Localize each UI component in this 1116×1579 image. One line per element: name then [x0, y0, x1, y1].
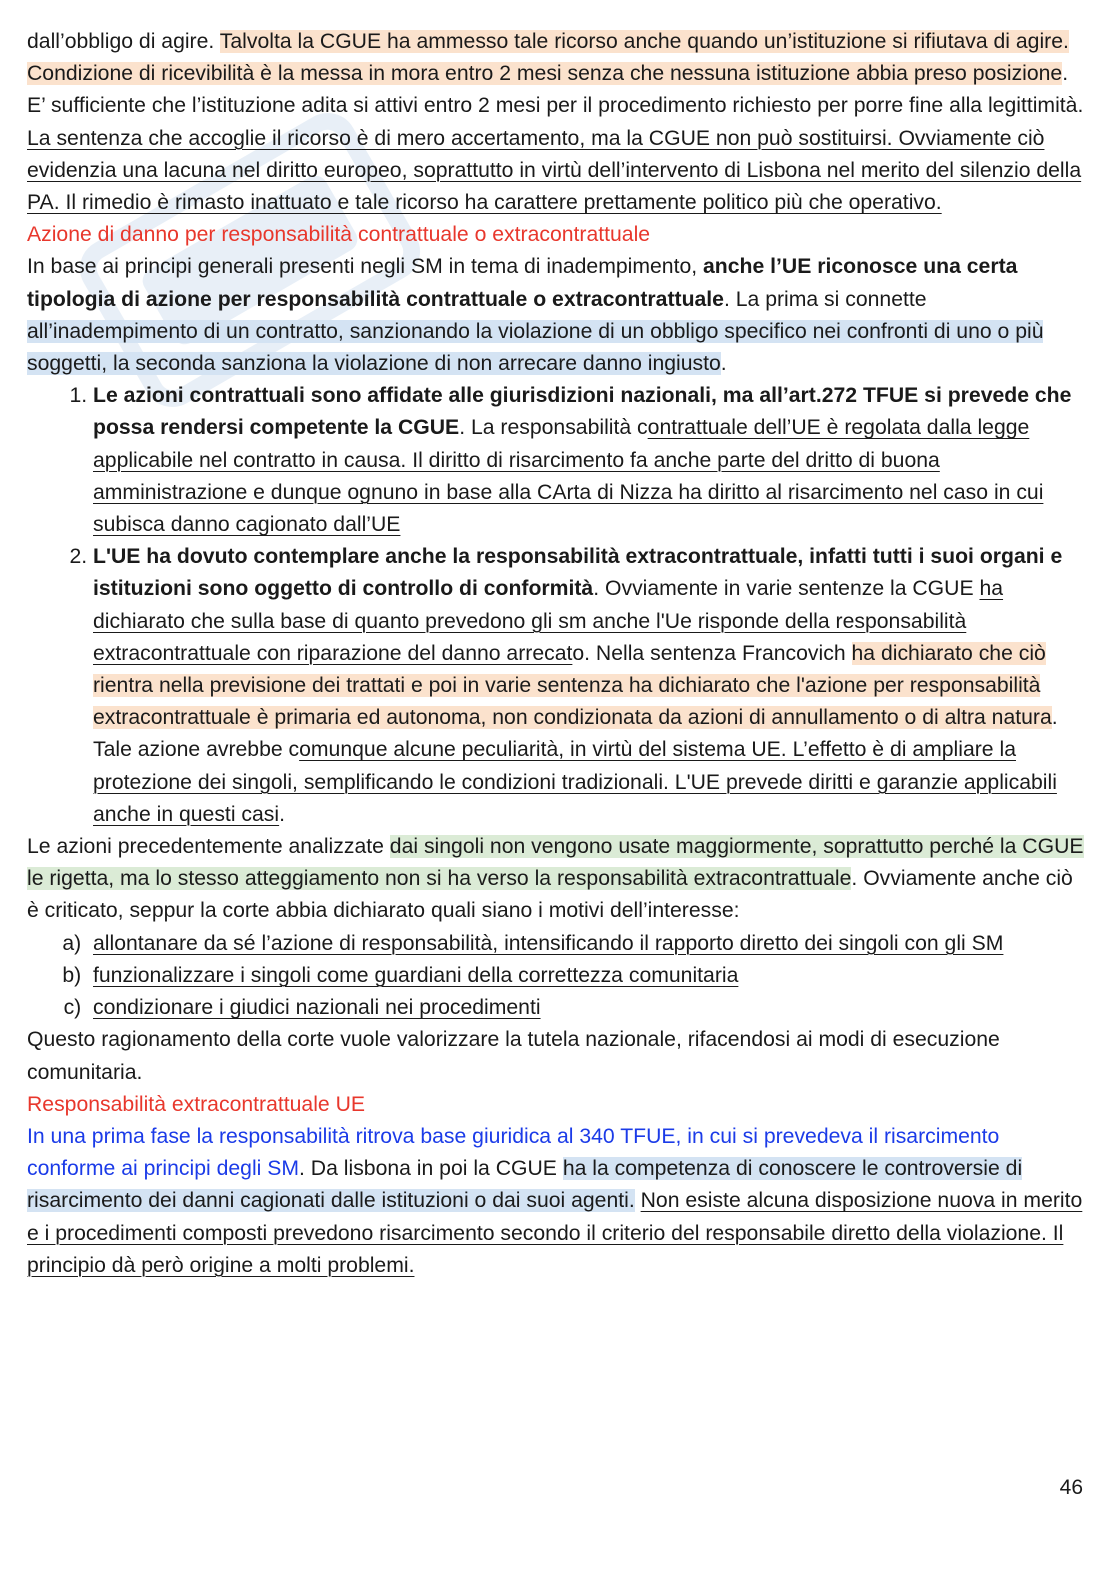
highlight-orange: Talvolta la CGUE ha ammesso tale ricorso anche quando un’istituzione si rifiutava di agire. — [219, 30, 1069, 53]
list-item: a. allontanare da sé l’azione di responsabilità, intensificando il rapporto diretto dei singoli con gli SM — [93, 928, 1089, 960]
highlight-orange: Condizione di ricevibilità è la messa in mora entro 2 mesi senza che nessuna istituzione abbia preso posizione — [27, 62, 1063, 86]
underlined-text: omunque alcune peculiarità, in virtù del sistema UE. L’effetto è di ampliare la protezione dei singoli, semplificando le condizioni tradizionali. L'UE prevede diritti e garanzie applicabili anche in questi casi — [93, 738, 1057, 826]
paragraph-responsabilita-ue: In una prima fase la responsabilità ritrova base giuridica al 340 TFUE, in cui si prevedeva il risarcimento conforme ai principi degli SM. Da lisbona in poi la CGUE ha la competenza di conoscere le controversie di risarcimento dei danni cagionati dalle istituzioni o dai suoi agenti. Non esiste alcuna disposizione nuova in merito e i procedimenti composti prevedono risarcimento secondo il criterio del responsabile diretto della violazione. Il principio dà però origine a molti problemi. — [27, 1124, 1083, 1277]
paragraph-azioni-precedenti: Le azioni precedentemente analizzate dai singoli non vengono usate maggiormente, soprattutto perché la CGUE le rigetta, ma lo stesso atteggiamento non si ha verso la responsabilità extracontrattuale. Ovviamente anche ciò è criticato, seppur la corte abbia dichiarato quali siano i motivi dell’interesse: — [27, 835, 1084, 923]
paragraph-principi-generali: In base ai principi generali presenti negli SM in tema di inadempimento, anche l’UE riconosce una certa tipologia di azione per responsabilità contrattuale o extracontrattuale. La prima si connette all’inadempimento di un contratto, sanzionando la violazione di un obbligo specifico nei confronti di uno o più soggetti, la seconda sanziona la violazione di non arrecare danno ingiusto. — [27, 255, 1044, 376]
highlight-green: dai singoli non vengono usate maggiormente, soprattutto perché la CGUE le rigetta, ma lo stesso atteggiamento non si ha verso la responsabilità extracontrattuale — [27, 835, 1084, 891]
underlined-text: Non esiste alcuna disposizione nuova in merito e i procedimenti composti prevedono risarcimento secondo il criterio del responsabile diretto della violazione. Il principio dà però origine a molti problemi. — [27, 1189, 1083, 1277]
list-item: c. condizionare i giudici nazionali nei procedimenti — [93, 992, 1089, 1024]
highlight-blue: all’inadempimento di un contratto, sanzionando la violazione di un obbligo specifico nei confronti di uno o più soggetti, la seconda sanziona la violazione di non arrecare danno ingiusto — [27, 319, 1044, 376]
list-item: 2. L'UE ha dovuto contemplare anche la responsabilità extracontrattuale, infatti tutti i suoi organi e istituzioni sono oggetto di controllo di conformità. Ovviamente in varie sentenze la CGUE ha dichiarato che sulla base di quanto prevedono gli sm anche l'Ue risponde della responsabilità extracontrattuale con riparazione del danno arrecato. Nella sentenza Francovich ha dichiarato che ciò rientra nella previsione dei trattati e poi in varie sentenza ha dichiarato che l'azione per responsabilità extracontrattuale è primaria ed autonoma, non condizionata da azioni di annullamento o di altra natura. Tale azione avrebbe comunque alcune peculiarità, in virtù del sistema UE. L’effetto è di ampliare la protezione dei singoli, semplificando le condizioni tradizionali. L'UE prevede diritti e garanzie applicabili anche in questi casi. — [93, 541, 1089, 831]
numbered-list — [27, 380, 1089, 831]
section-heading: Responsabilità extracontrattuale UE — [27, 1092, 366, 1116]
underlined-text: ha dichiarato che sulla base di quanto prevedono gli sm anche l'Ue risponde della responsabilità extracontrattuale con riparazione del danno arrecat — [93, 577, 1004, 665]
highlight-blue: ha la competenza di conoscere le controversie di risarcimento dei danni cagionati dalle istituzioni o dai suoi agenti. — [27, 1157, 1023, 1213]
document-page — [27, 26, 1089, 1282]
underlined-text: ontrattuale dell’UE è regolata dalla legge applicabile nel contratto in causa. Il diritto di risarcimento fa anche parte del dritto di buona amministrazione e dunque ognuno in base alla CArta di Nizza ha diritto al risarcimento nel caso in cui subisca danno cagionato dall’UE — [93, 416, 1044, 537]
page-number: 46 — [1059, 1476, 1083, 1499]
paragraph-ricorso-carenza: dall’obbligo di agire. Talvolta la CGUE ha ammesso tale ricorso anche quando un’istituzione si rifiutava di agire. — [27, 30, 1069, 53]
section-heading: Azione di danno per responsabilità contrattuale o extracontrattuale — [27, 223, 651, 247]
highlight-orange: ha dichiarato che ciò rientra nella previsione dei trattati e poi in varie sentenza ha dichiarato che l'azione per responsabilità extracontrattuale è primaria ed autonoma, non condizionata da azioni di annullamento o di altra natura — [93, 641, 1052, 730]
paragraph-ricevibilita: Condizione di ricevibilità è la messa in mora entro 2 mesi senza che nessuna istituzione abbia preso posizione. E’ sufficiente che l’istituzione adita si attivi entro 2 mesi per il procedimento richiesto per porre fine alla legittimità. La sentenza che accoglie il ricorso è di mero accertamento, ma la CGUE non può sostituirsi. Ovviamente ciò evidenzia una lacuna nel diritto europeo, soprattutto in virtù dell’intervento di Lisbona nel merito del silenzio della PA. Il rimedio è rimasto inattuato e tale ricorso ha carattere prettamente politico più che operativo. — [27, 62, 1084, 215]
paragraph-ragionamento-corte: Questo ragionamento della corte vuole valorizzare la tutela nazionale, rifacendosi ai modi di esecuzione comunitaria. — [27, 1028, 1000, 1084]
lettered-list — [27, 928, 1089, 1025]
list-item: b. funzionalizzare i singoli come guardiani della correttezza comunitaria — [93, 960, 1089, 992]
list-item: 1. Le azioni contrattuali sono affidate alle giurisdizioni nazionali, ma all’art.272 TFUE si prevede che possa rendersi competente la CGUE. La responsabilità contrattuale dell’UE è regolata dalla legge applicabile nel contratto in causa. Il diritto di risarcimento fa anche parte del dritto di buona amministrazione e dunque ognuno in base alla CArta di Nizza ha diritto al risarcimento nel caso in cui subisca danno cagionato dall’UE — [93, 380, 1089, 541]
underlined-text: La sentenza che accoglie il ricorso è di mero accertamento, ma la CGUE non può sostituirsi. Ovviamente ciò evidenzia una lacuna nel diritto europeo, soprattutto in virtù dell’intervento di Lisbona nel merito del silenzio della PA. Il rimedio è rimasto inattuato e tale ricorso ha carattere prettamente politico più che operativo. — [27, 126, 1082, 215]
